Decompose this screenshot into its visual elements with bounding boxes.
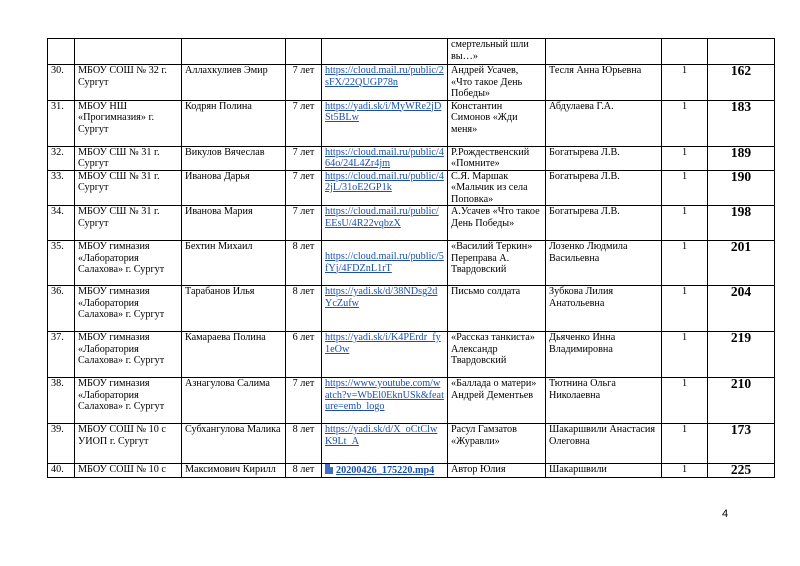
row-number: 34. bbox=[48, 206, 75, 241]
age: 7 лет bbox=[286, 146, 322, 170]
age: 7 лет bbox=[286, 65, 322, 101]
score: 201 bbox=[708, 241, 775, 286]
teacher: Абдулаева Г.А. bbox=[546, 100, 662, 146]
work-title: А.Усачев «Что такое День Победы» bbox=[448, 206, 546, 241]
school: МБОУ НШ «Прогимназия» г. Сургут bbox=[75, 100, 182, 146]
participant-name: Викулов Вячеслав bbox=[182, 146, 286, 170]
video-link[interactable]: https://yadi.sk/i/MyWRe2jDSt5BLw bbox=[325, 100, 442, 123]
table-row bbox=[48, 424, 775, 464]
participant-name: Кодрян Полина bbox=[182, 100, 286, 146]
score: 219 bbox=[708, 332, 775, 378]
participant-name: Бехтин Михаил bbox=[182, 241, 286, 286]
score: 204 bbox=[708, 286, 775, 332]
participant-name: Аллахкулиев Эмир bbox=[182, 65, 286, 101]
score: 189 bbox=[708, 146, 775, 170]
school: МБОУ СОШ № 10 с bbox=[75, 464, 182, 478]
participant-name: Максимович Кирилл bbox=[182, 464, 286, 478]
count: 1 bbox=[662, 464, 708, 478]
age: 8 лет bbox=[286, 464, 322, 478]
work-title: «Рассказ танкиста» Александр Твардовский bbox=[448, 332, 546, 378]
video-link[interactable]: https://cloud.mail.ru/public/42jL/31oE2GP1k bbox=[325, 170, 444, 193]
count: 1 bbox=[662, 424, 708, 464]
video-file-icon bbox=[325, 464, 333, 474]
school: МБОУ СОШ № 32 г. Сургут bbox=[75, 65, 182, 101]
school: МБОУ гимназия «Лаборатория Салахова» г. Сургут bbox=[75, 286, 182, 332]
school: МБОУ СШ № 31 г. Сургут bbox=[75, 206, 182, 241]
video-link[interactable]: https://yadi.sk/i/K4PErdr_fy1eOw bbox=[325, 332, 441, 355]
table-row bbox=[48, 241, 775, 286]
row-number: 30. bbox=[48, 65, 75, 101]
score: 183 bbox=[708, 100, 775, 146]
row-number: 31. bbox=[48, 100, 75, 146]
teacher: Богатырева Л.В. bbox=[546, 146, 662, 170]
work-title: С.Я. Маршак «Мальчик из села Поповка» bbox=[448, 170, 546, 206]
video-link[interactable]: https://cloud.mail.ru/public/EEsU/4R22vqbzX bbox=[325, 206, 439, 229]
teacher: Тесля Анна Юрьевна bbox=[546, 65, 662, 101]
video-file-link[interactable]: 20200426_175220.mp4 bbox=[336, 465, 435, 476]
work-title: Расул Гамзатов «Журавли» bbox=[448, 424, 546, 464]
age: 7 лет bbox=[286, 100, 322, 146]
row-number: 39. bbox=[48, 424, 75, 464]
age: 7 лет bbox=[286, 170, 322, 206]
work-title: Константин Симонов «Жди меня» bbox=[448, 100, 546, 146]
video-link[interactable]: https://yadi.sk/d/X_oCtClwK9Lt_A bbox=[325, 424, 438, 447]
table-row bbox=[48, 332, 775, 378]
row-number: 37. bbox=[48, 332, 75, 378]
count: 1 bbox=[662, 332, 708, 378]
count: 1 bbox=[662, 286, 708, 332]
school: МБОУ гимназия «Лаборатория Салахова» г. Сургут bbox=[75, 378, 182, 424]
age: 8 лет bbox=[286, 286, 322, 332]
count: 1 bbox=[662, 170, 708, 206]
video-link[interactable]: https://cloud.mail.ru/public/464o/24L4Zr4jm bbox=[325, 146, 444, 169]
table-row bbox=[48, 39, 775, 65]
count: 1 bbox=[662, 206, 708, 241]
participant-name: Камараева Полина bbox=[182, 332, 286, 378]
row-number: 36. bbox=[48, 286, 75, 332]
work-title: Р.Рождественский «Помните» bbox=[448, 146, 546, 170]
teacher: Богатырева Л.В. bbox=[546, 170, 662, 206]
score: 162 bbox=[708, 65, 775, 101]
results-table bbox=[47, 38, 775, 478]
school: МБОУ СШ № 31 г. Сургут bbox=[75, 170, 182, 206]
table-row bbox=[48, 286, 775, 332]
video-link[interactable]: https://cloud.mail.ru/public/5fYj/4FDZnL1rT bbox=[325, 251, 444, 274]
age: 7 лет bbox=[286, 206, 322, 241]
school: МБОУ СОШ № 10 с УИОП г. Сургут bbox=[75, 424, 182, 464]
work-title: смертельный шли вы…» bbox=[448, 39, 546, 65]
table-row bbox=[48, 100, 775, 146]
work-title: «Василий Теркин» Переправа А. Твардовский bbox=[448, 241, 546, 286]
work-title: «Баллада о матери» Андрей Дементьев bbox=[448, 378, 546, 424]
school: МБОУ СШ № 31 г. Сургут bbox=[75, 146, 182, 170]
participant-name: Тарабанов Илья bbox=[182, 286, 286, 332]
score: 190 bbox=[708, 170, 775, 206]
count: 1 bbox=[662, 378, 708, 424]
video-link[interactable]: https://cloud.mail.ru/public/2sFX/22QUGP78n bbox=[325, 65, 444, 88]
count: 1 bbox=[662, 100, 708, 146]
count: 1 bbox=[662, 241, 708, 286]
age: 8 лет bbox=[286, 241, 322, 286]
age: 8 лет bbox=[286, 424, 322, 464]
teacher: Тютнина Ольга Николаевна bbox=[546, 378, 662, 424]
work-title: Письмо солдата bbox=[448, 286, 546, 332]
school: МБОУ гимназия «Лаборатория Салахова» г. Сургут bbox=[75, 332, 182, 378]
teacher: Шакаршвили Анастасия Олеговна bbox=[546, 424, 662, 464]
teacher: Шакаршвили bbox=[546, 464, 662, 478]
work-title: Андрей Усачев, «Что такое День Победы» bbox=[448, 65, 546, 101]
school: МБОУ гимназия «Лаборатория Салахова» г. Сургут bbox=[75, 241, 182, 286]
age: 7 лет bbox=[286, 378, 322, 424]
page-number: 4 bbox=[722, 508, 729, 520]
table-row bbox=[48, 206, 775, 241]
video-link[interactable]: https://www.youtube.com/watch?v=WbEl0EknUSk&feature=emb_logo bbox=[325, 378, 444, 412]
row-number: 35. bbox=[48, 241, 75, 286]
participant-name: Субхангулова Малика bbox=[182, 424, 286, 464]
participant-name: Иванова Дарья bbox=[182, 170, 286, 206]
score: 210 bbox=[708, 378, 775, 424]
row-number: 33. bbox=[48, 170, 75, 206]
participant-name: Иванова Мария bbox=[182, 206, 286, 241]
row-number: 40. bbox=[48, 464, 75, 478]
teacher: Богатырева Л.В. bbox=[546, 206, 662, 241]
row-number: 38. bbox=[48, 378, 75, 424]
table-row bbox=[48, 65, 775, 101]
count: 1 bbox=[662, 65, 708, 101]
table-row bbox=[48, 170, 775, 206]
table-row bbox=[48, 378, 775, 424]
teacher: Лозенко Людмила Васильевна bbox=[546, 241, 662, 286]
score: 173 bbox=[708, 424, 775, 464]
row-number: 32. bbox=[48, 146, 75, 170]
participant-name: Азнагулова Салима bbox=[182, 378, 286, 424]
table-row bbox=[48, 464, 775, 478]
count: 1 bbox=[662, 146, 708, 170]
teacher: Зубкова Лилия Анатольевна bbox=[546, 286, 662, 332]
score: 225 bbox=[708, 464, 775, 478]
table-row bbox=[48, 146, 775, 170]
age: 6 лет bbox=[286, 332, 322, 378]
work-title: Автор Юлия bbox=[448, 464, 546, 478]
score: 198 bbox=[708, 206, 775, 241]
teacher: Дьяченко Инна Владимировна bbox=[546, 332, 662, 378]
video-link[interactable]: https://yadi.sk/d/38NDsg2dYcZufw bbox=[325, 286, 438, 309]
